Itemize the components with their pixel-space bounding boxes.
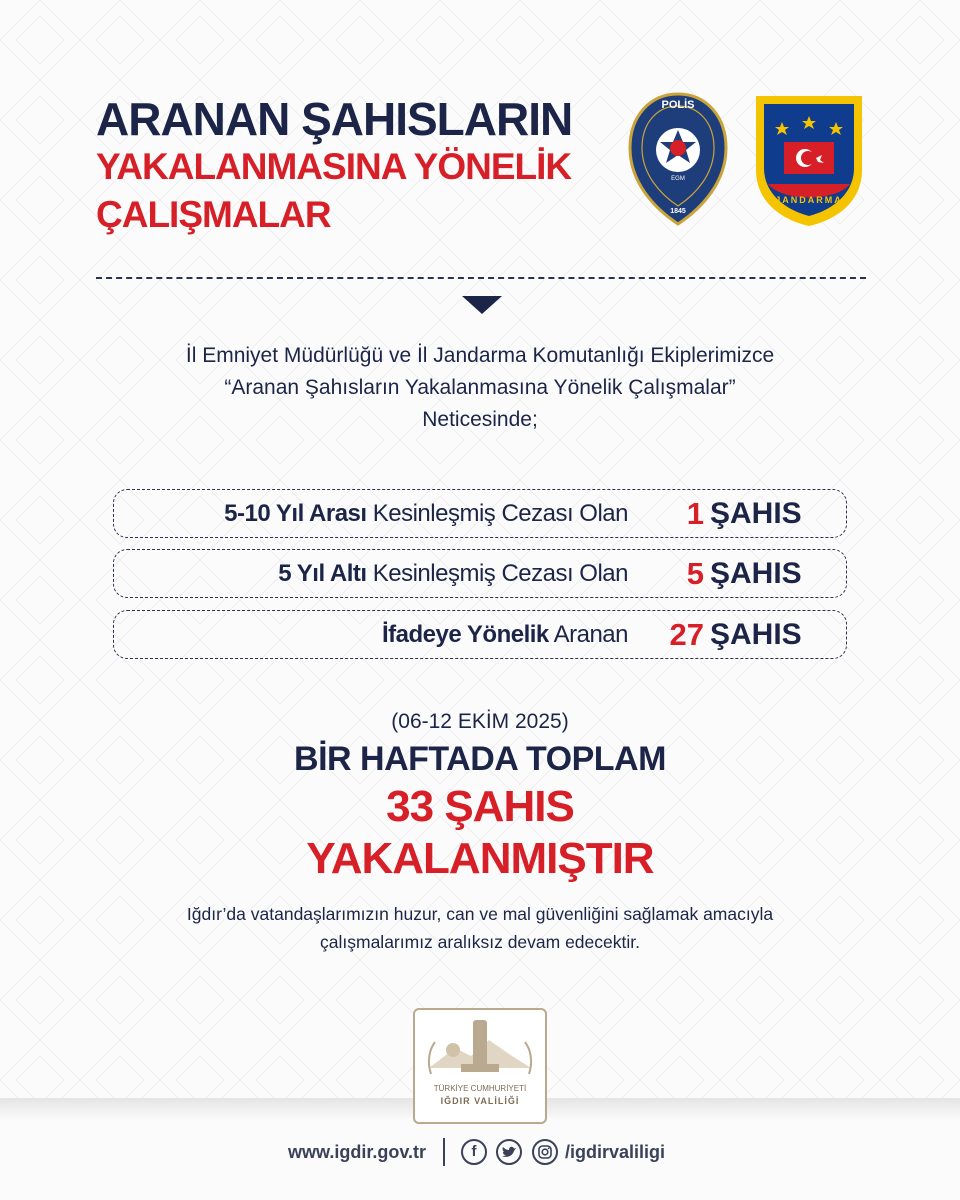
stat-description (224, 500, 628, 528)
stat-label: Kesinleşmiş Cezası Olan (366, 560, 628, 587)
title-line-3: ÇALIŞMALAR (96, 194, 331, 235)
down-arrow-icon (462, 296, 502, 314)
closing-text (0, 900, 960, 956)
police-emblem-icon (628, 92, 728, 226)
stat-label: Aranan (548, 621, 628, 648)
police-emblem-top-text: POLİS (661, 99, 695, 111)
summary-line-1: BİR HAFTADA TOPLAM (294, 740, 666, 778)
intro-text (80, 340, 880, 436)
intro-line-1: İl Emniyet Müdürlüğü ve İl Jandarma Komutanlığı Ekiplerimizce (185, 344, 775, 367)
intro-line-2: “Aranan Şahısların Yakalanmasına Yönelik Çalışmalar” (224, 376, 736, 399)
stat-unit: ŞAHIS (710, 557, 802, 590)
jandarma-emblem-icon (752, 92, 866, 228)
stat-label: Kesinleşmiş Cezası Olan (366, 500, 628, 527)
stat-count: 27 (669, 617, 704, 652)
logo-line-2: IĞDIR VALİLİĞİ (440, 1096, 520, 1106)
date-range: (06-12 EKİM 2025) (391, 710, 569, 733)
summary-total: 33 ŞAHIS (386, 782, 574, 831)
intro-line-3: Neticesinde; (422, 408, 538, 431)
stat-description (278, 560, 628, 588)
stat-unit: ŞAHIS (710, 497, 802, 530)
instagram-icon[interactable] (532, 1139, 558, 1165)
summary-line-3: YAKALANMIŞTIR (306, 834, 654, 883)
logo-line-1: TÜRKİYE CUMHURİYETİ (433, 1084, 527, 1093)
stat-count: 5 (686, 556, 704, 591)
closing-line-2: çalışmalarımız aralıksız devam edecektir. (320, 932, 640, 952)
stat-row (113, 549, 847, 598)
stat-row (113, 610, 847, 659)
monument-icon (415, 1010, 545, 1082)
igdir-valiligi-logo (413, 1008, 547, 1124)
facebook-icon[interactable]: f (461, 1139, 487, 1165)
dashed-divider (96, 277, 866, 279)
stat-bold-label: 5 Yıl Altı (278, 560, 367, 587)
stat-row (113, 489, 847, 538)
twitter-icon[interactable] (496, 1139, 522, 1165)
stat-count: 1 (686, 496, 704, 531)
social-handle[interactable]: /igdirvaliligi (565, 1142, 666, 1162)
title-line-1: ARANAN ŞAHISLARIN (96, 93, 573, 145)
footer-separator (443, 1138, 445, 1166)
police-emblem-center-text: EGM (671, 176, 685, 182)
stat-bold-label: İfadeye Yönelik (381, 621, 549, 648)
stat-unit: ŞAHIS (710, 618, 802, 651)
stat-bold-label: 5-10 Yıl Arası (224, 500, 367, 527)
jandarma-emblem-text: JANDARMA (775, 195, 843, 205)
stat-description (382, 621, 628, 649)
police-emblem-year: 1845 (670, 208, 686, 215)
closing-line-1: Iğdır’da vatandaşlarımızın huzur, can ve mal güvenliğini sağlamak amacıyla (186, 904, 774, 924)
title-line-2: YAKALANMASINA YÖNELİK (96, 146, 572, 187)
website-link[interactable]: www.igdir.gov.tr (288, 1142, 427, 1162)
